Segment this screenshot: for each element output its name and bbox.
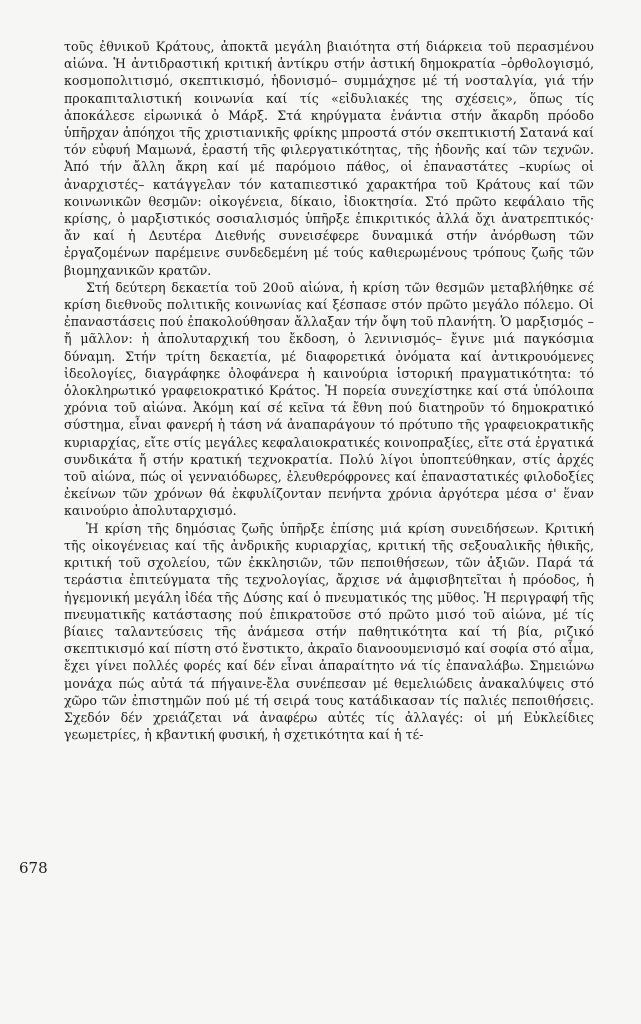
- paragraph-1: τοῦς ἐθνικοῦ Κράτους, ἀποκτᾶ μεγάλη βιαιότητα στή διάρκεια τοῦ περασμένου αἰώνα. Ἡ ἀντιδραστική κριτική ἀντίκρυ στήν ἀστική δημοκρατία –ὀρθολογισμό, κοσμοπολιτισμό, σκεπτικισμό, ἡδονισμό– συμμάχησε μέ τή νοσταλγία, γιά τήν προκαπιταλιστική κοινωνία καί τίς «εἰδυλιακές της σχέσεις», ὅπως τίς ἀποκάλεσε εἰρωνικά ὁ Μάρξ. Στά κηρύγματα ἐνάντια στήν ἄκαρδη πρόοδο ὑπῆρχαν ἀπόηχοι τῆς χριστιανικῆς φρίκης μπροστά στόν σκεπτικιστή Σατανά καί τόν εὐφυή Μαμωνά, ἐραστή τῆς φιλεργατικότητας, τῆς ἡδονῆς καί τῶν τεχνῶν. Ἀπό τήν ἄλλη ἄκρη καί μέ παρόμοιο πάθος, οἱ ἐπαναστάτες –κυρίως οἱ ἀναρχιστές– κατάγγελαν τόν καταπιεστικό χαρακτήρα τοῦ Κράτους καί τῶν κοινωνικῶν θεσμῶν: οἰκογένεια, δίκαιο, ἰδιοκτησία. Στό πρῶτο κεφάλαιο τῆς κρίσης, ὁ μαρξιστικός σοσιαλισμός ὑπῆρξε ἐπικριτικός ἀλλά ὄχι ἀνατρεπτικός· ἄν καί ἡ Δευτέρα Διεθνής συνεισέφερε δυναμικά στήν ἀνόρθωση τῶν ἐργαζομένων παρέμεινε συνδεδεμένη μέ τούς καθιερωμένους τρόπους ζωῆς τῶν βιομηχανικῶν κρατῶν.: [64, 39, 595, 278]
- body-text: [64, 38, 594, 743]
- page-number: 678: [19, 859, 48, 877]
- paragraph-2: Στή δεύτερη δεκαετία τοῦ 20οῦ αἰώνα, ἡ κρίση τῶν θεσμῶν μεταβλήθηκε σέ κρίση διεθνοῦς πολιτικῆς κοινωνίας καί ξέσπασε στόν πρῶτο μεγάλο πόλεμο. Οἱ ἐπαναστάσεις πού ἐπακολούθησαν ἄλλαξαν τήν ὄψη τοῦ πλανήτη. Ὁ μαρξισμός –ἤ μᾶλλον: ἡ ἀπολυταρχική του ἔκδοση, ὁ λενινισμός– ἔγινε μιά παγκόσμια δύναμη. Στήν τρίτη δεκαετία, μέ διαφορετικά ὀνόματα καί ἀντικρουόμενες ἰδεολογίες, διαγράφηκε ὁλοφάνερα ἡ καινούρια ἱστορική πραγματικότητα: τό ὁλοκληρωτικό γραφειοκρατικό Κράτος. Ἡ πορεία συνεχίστηκε καί στά ὑπόλοιπα χρόνια τοῦ αἰώνα. Ἀκόμη καί σέ κεῖνα τά ἔθνη πού διατηροῦν τό δημοκρατικό σύστημα, εἶναι φανερή ἡ τάση νά ἀναπαράγουν τό πρότυπο τῆς γραφειοκρατικῆς κυριαρχίας, εἴτε στίς μεγάλες κεφαλαιοκρατικές κοινοπραξίες, εἴτε στά ἐργατικά συνδικάτα ἤ στήν κρατική τεχνοκρατία. Πολύ λίγοι ὑποπτεύθηκαν, στίς ἀρχές τοῦ αἰώνα, πώς οἱ γενναιόδωρες, ἐλευθερόφρονες καί ἐπαναστατικές φιλοδοξίες ἐκείνων τῶν χρόνων θά ἐκφυλίζονταν πενήντα χρόνια ἀργότερα μέσα σ' ἕναν καινούριο ἀπολυταρχισμό.: [64, 279, 594, 519]
- paragraph-3: Ἡ κρίση τῆς δημόσιας ζωῆς ὑπῆρξε ἐπίσης μιά κρίση συνειδήσεων. Κριτική τῆς οἰκογένειας καί τῆς ἀνδρικῆς κυριαρχίας, κριτική τῆς σεξουαλικῆς ἠθικῆς, κριτική τοῦ σχολείου, τῶν ἐκκλησιῶν, τῶν πεποιθήσεων, τῶν ἀξιῶν. Παρά τά τεράστια ἐπιτεύγματα τῆς τεχνολογίας, ἄρχισε νά ἀμφισβητεῖται ἡ πρόοδος, ἡ ἡγεμονική μεγάλη ἰδέα τῆς Δύσης καί ὁ πνευματικός της μῦθος. Ἡ περιγραφή τῆς πνευματικῆς κατάστασης πού ἐπικρατοῦσε στό πρῶτο μισό τοῦ αἰώνα, μέ τίς βίαιες ταλαντεύσεις τῆς ἀνάμεσα στήν παθητικότητα καί τή βία, ριζικό σκεπτικισμό καί πίστη στό ἔνστικτο, ἀκραῖο διανοουμενισμό καί σοφία στό αἷμα, ἔχει γίνει πολλές φορές καί δέν εἶναι ἀπαραίτητο νά τίς ἐπαναλάβω. Σημειώνω μονάχα πώς αὐτά τά πήγαινε-ἔλα συνέπεσαν μέ θεμελιώδεις ἀνακαλύψεις στό χῶρο τῶν ἐπιστημῶν πού μέ τή σειρά τους κατάδικασαν τίς παλιές πεποιθήσεις. Σχεδόν δέν χρειάζεται νά ἀναφέρω αὐτές τίς ἀλλαγές: οἱ μή Εὐκλείδιες γεωμετρίες, ἡ κβαντική φυσική, ἡ σχετικότητα καί ἡ τέ-: [64, 520, 594, 743]
